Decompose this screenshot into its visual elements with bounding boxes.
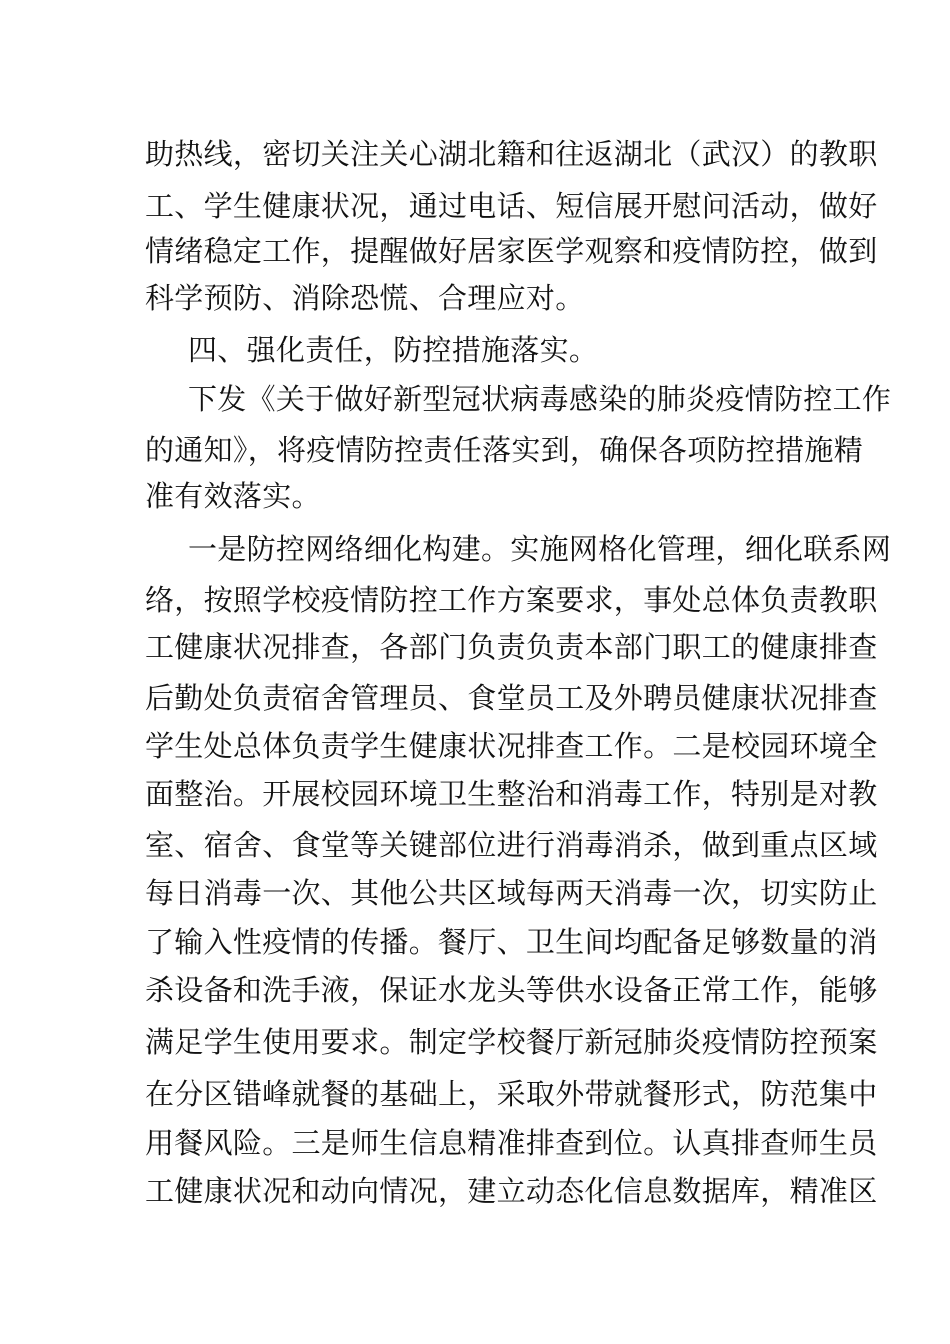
text-line: 工健康状况排查，各部门负责负责本部门职工的健康排查 xyxy=(145,630,878,664)
text-line: 准有效落实。 xyxy=(145,479,321,513)
text-line: 工健康状况和动向情况，建立动态化信息数据库，精准区 xyxy=(145,1174,878,1208)
text-line: 下发《关于做好新型冠状病毒感染的肺炎疫情防控工作 xyxy=(188,382,892,416)
text-line: 杀设备和洗手液，保证水龙头等供水设备正常工作，能够 xyxy=(145,973,878,1007)
text-line: 科学预防、消除恐慌、合理应对。 xyxy=(145,281,585,315)
text-line: 助热线，密切关注关心湖北籍和往返湖北（武汉）的教职 xyxy=(145,137,878,171)
text-line: 后勤处负责宿舍管理员、食堂员工及外聘员健康状况排查 xyxy=(145,681,878,715)
text-line: 的通知》，将疫情防控责任落实到，确保各项防控措施精 xyxy=(145,433,864,467)
text-line: 一是防控网络细化构建。实施网格化管理，细化联系网 xyxy=(188,532,892,566)
text-line: 学生处总体负责学生健康状况排查工作。二是校园环境全 xyxy=(145,729,878,763)
text-line: 在分区错峰就餐的基础上，采取外带就餐形式，防范集中 xyxy=(145,1077,878,1111)
text-line: 工、学生健康状况，通过电话、短信展开慰问活动，做好 xyxy=(145,189,878,223)
text-line: 面整治。开展校园环境卫生整治和消毒工作，特别是对教 xyxy=(145,777,878,811)
text-line: 室、宿舍、食堂等关键部位进行消毒消杀，做到重点区域 xyxy=(145,828,878,862)
text-line: 情绪稳定工作，提醒做好居家医学观察和疫情防控，做到 xyxy=(145,234,878,268)
text-line: 络，按照学校疫情防控工作方案要求，事处总体负责教职 xyxy=(145,583,878,617)
text-line: 满足学生使用要求。制定学校餐厅新冠肺炎疫情防控预案 xyxy=(145,1025,878,1059)
section-heading: 四、强化责任，防控措施落实。 xyxy=(188,333,599,367)
text-line: 每日消毒一次、其他公共区域每两天消毒一次，切实防止 xyxy=(145,876,878,910)
text-line: 了输入性疫情的传播。餐厅、卫生间均配备足够数量的消 xyxy=(145,925,878,959)
text-line: 用餐风险。三是师生信息精准排查到位。认真排查师生员 xyxy=(145,1126,878,1160)
